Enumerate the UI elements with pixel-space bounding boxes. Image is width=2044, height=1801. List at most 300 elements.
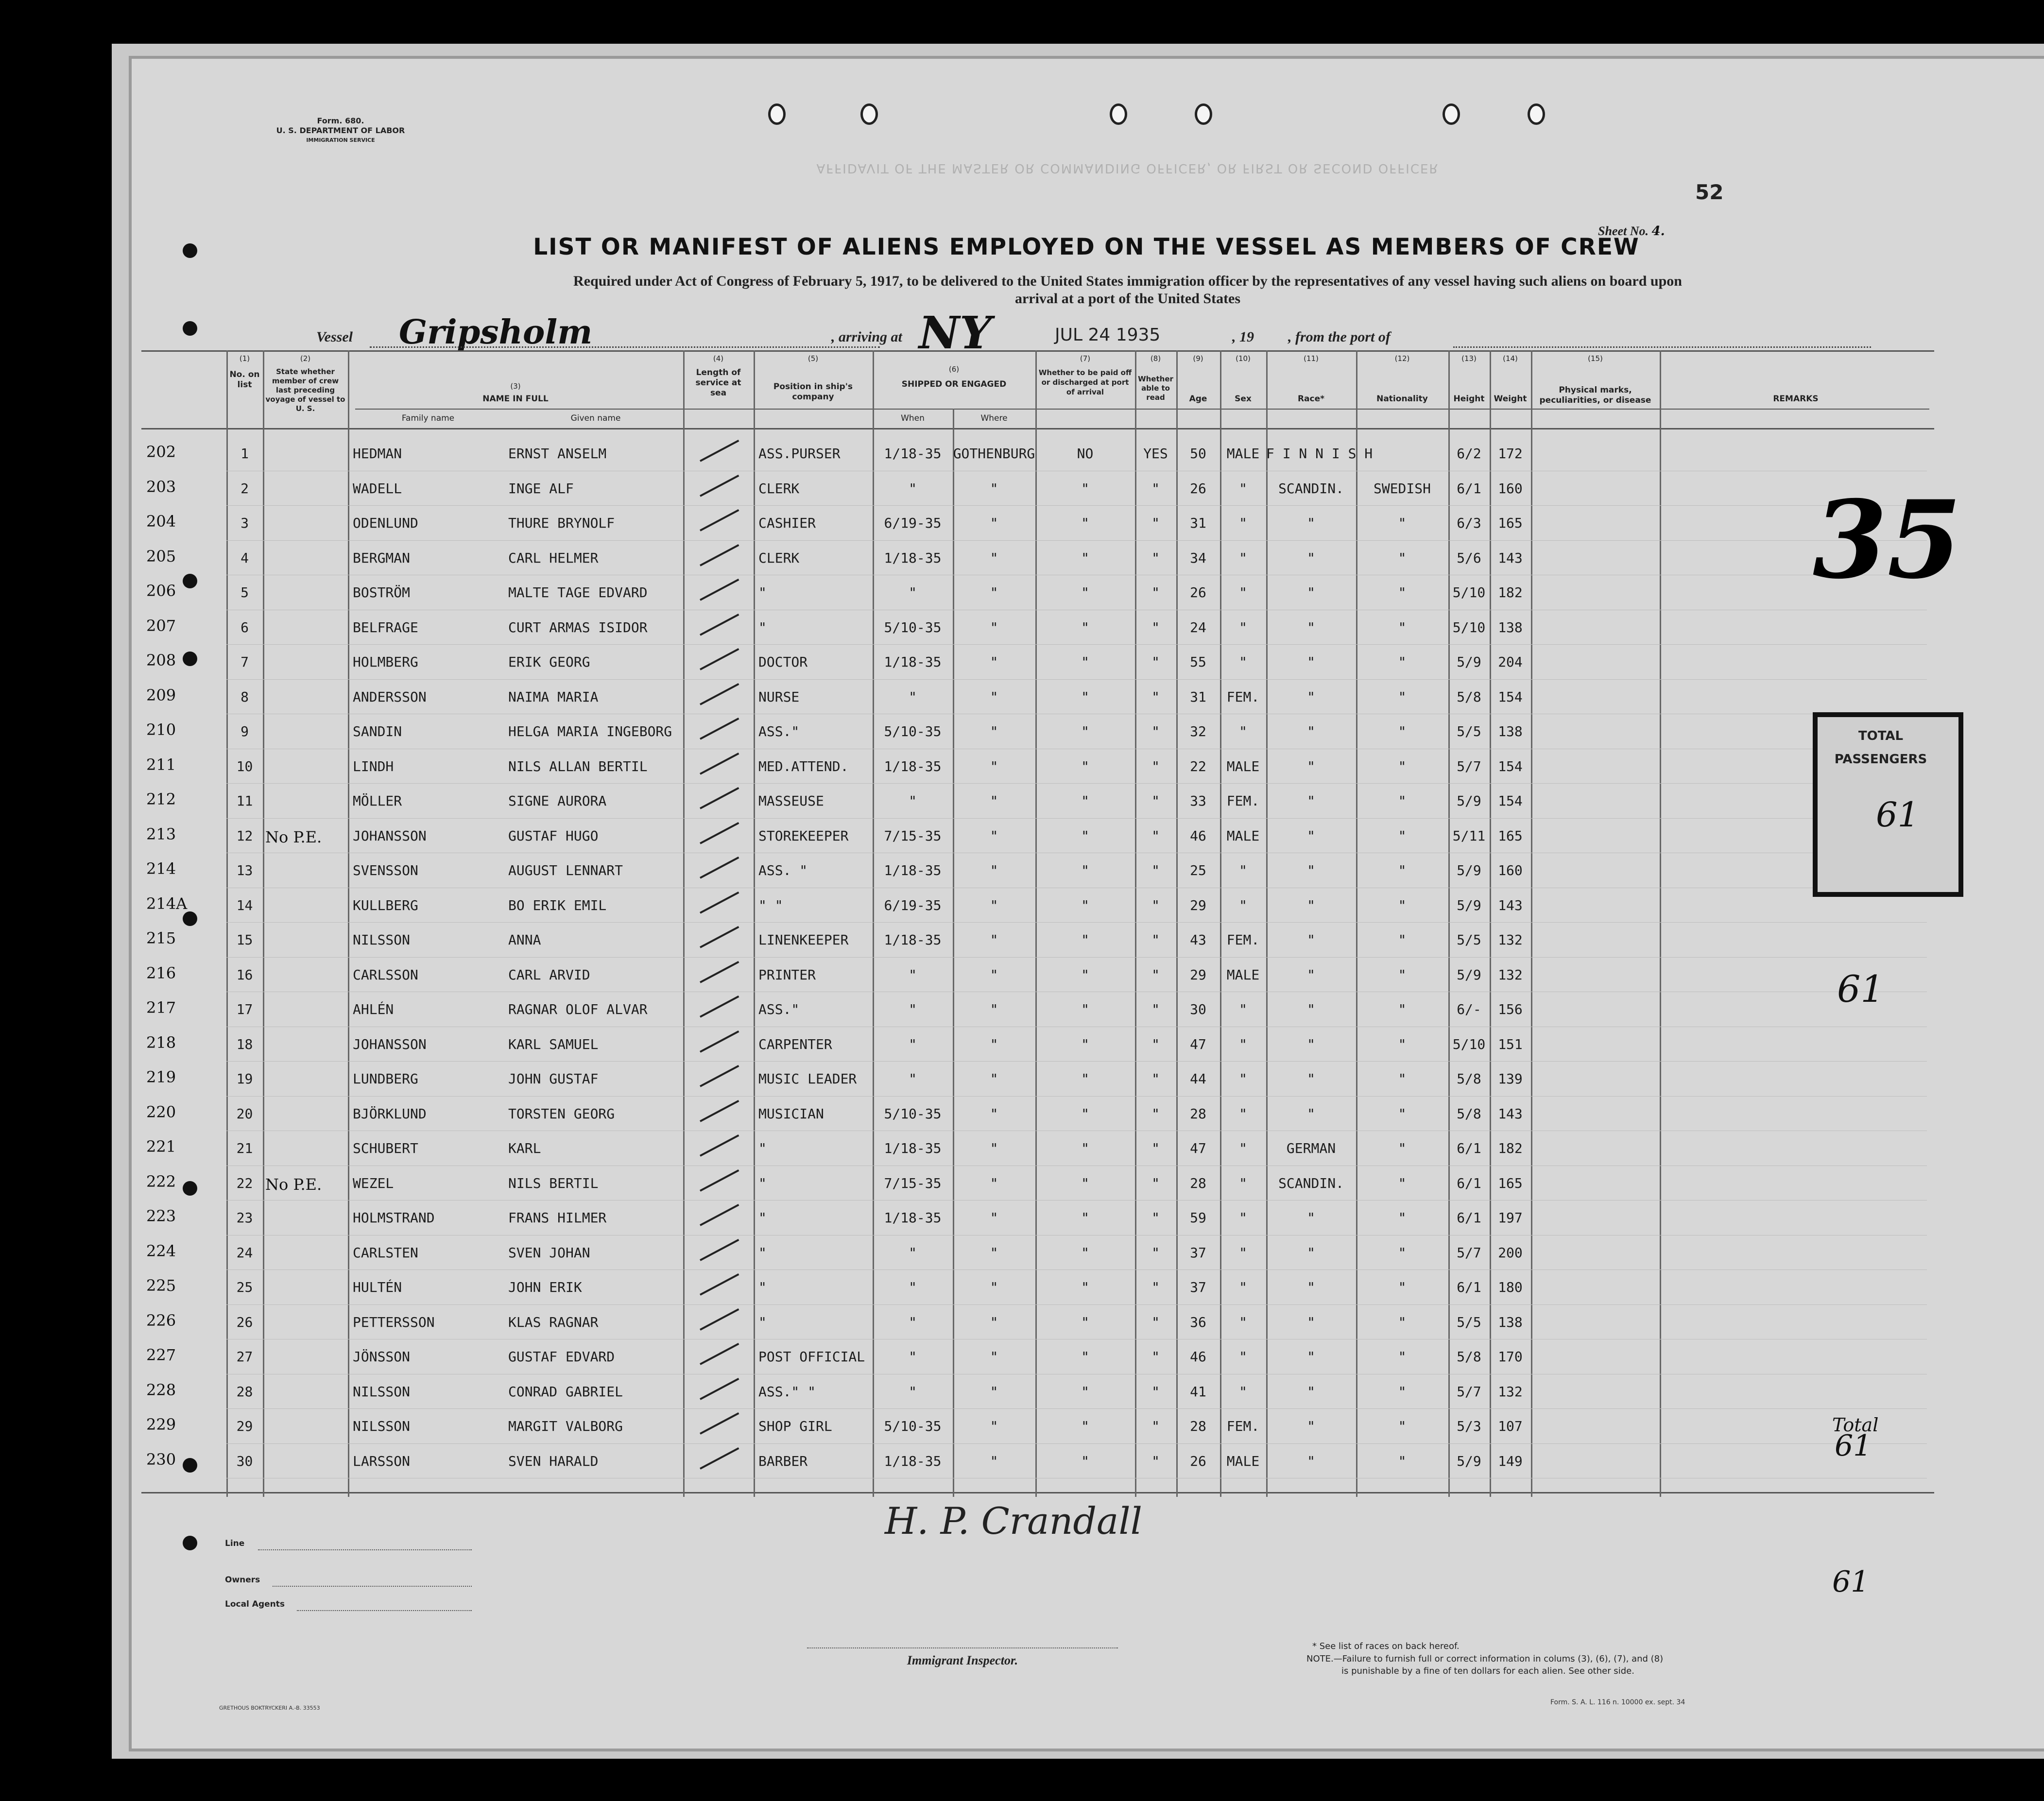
total-label: TOTAL: [1858, 729, 1904, 743]
cell-given-name: BO ERIK EMIL: [508, 897, 607, 913]
cell-shipped-when: 1/18-35: [884, 1453, 942, 1469]
cell-height: 6/-: [1457, 1001, 1481, 1017]
cell-able-to-read: ": [1151, 1071, 1160, 1087]
cell-family-name: LARSSON: [353, 1453, 411, 1469]
cell-shipped-where: ": [990, 1244, 998, 1261]
from-port-label: , from the port of: [1288, 329, 1391, 345]
cell-family-name: NILSSON: [353, 1418, 411, 1434]
cell-height: 5/6: [1457, 549, 1481, 566]
cell-margin-number: 225: [146, 1276, 176, 1295]
cell-shipped-where: ": [990, 654, 998, 670]
cell-shipped-where: ": [990, 1071, 998, 1087]
check-mark-icon: [700, 1169, 739, 1191]
cell-age: 25: [1190, 862, 1206, 878]
cell-given-name: CARL ARVID: [508, 966, 590, 983]
cell-paid-off: ": [1081, 1071, 1089, 1087]
cell-sex: FEM.: [1226, 793, 1260, 809]
check-mark-icon: [700, 1204, 739, 1226]
cell-weight: 143: [1498, 897, 1523, 913]
cell-margin-number: 223: [146, 1207, 176, 1225]
col12-head: Nationality: [1376, 394, 1428, 404]
check-mark-icon: [700, 1099, 739, 1122]
cell-shipped-when: ": [909, 966, 917, 983]
cell-margin-number: 207: [146, 616, 176, 635]
cell-height: 5/8: [1457, 1071, 1481, 1087]
table-row: [132, 1445, 1929, 1480]
col8-head: Whether able to read: [1138, 375, 1173, 402]
col11-head: Race*: [1297, 394, 1325, 404]
col16-head: REMARKS: [1773, 394, 1819, 404]
cell-nationality: ": [1398, 1383, 1407, 1400]
cell-able-to-read: ": [1151, 688, 1160, 705]
col1-num: (1): [239, 354, 250, 363]
col13-head: Height: [1453, 394, 1485, 404]
cell-shipped-where: ": [990, 1383, 998, 1400]
line-rule: [258, 1549, 472, 1550]
cell-sex: MALE: [1226, 758, 1260, 774]
cell-shipped-when: 5/10-35: [884, 619, 942, 635]
cell-able-to-read: ": [1151, 932, 1160, 948]
check-mark-icon: [700, 995, 739, 1018]
cell-given-name: ANNA: [508, 932, 541, 948]
sheet-label: Sheet No.: [1598, 224, 1649, 238]
cell-position: MED.ATTEND.: [758, 758, 849, 774]
inspector-signature: H. P. Crandall: [885, 1499, 1142, 1543]
col7-head: Whether to be paid off or discharged at port of arrival: [1038, 368, 1132, 396]
cell-nationality: ": [1398, 932, 1407, 948]
page-number: 52: [1695, 180, 1724, 204]
cell-nationality: ": [1398, 654, 1407, 670]
cell-sex: ": [1239, 619, 1247, 635]
cell-age: 26: [1190, 480, 1206, 497]
cell-race: ": [1307, 1383, 1315, 1400]
row-rule: [226, 1096, 1927, 1097]
table-row: [132, 1098, 1929, 1133]
cell-family-name: HEDMAN: [353, 446, 402, 462]
cell-paid-off: ": [1081, 932, 1089, 948]
cell-position: ASS.PURSER: [758, 446, 841, 462]
cell-race: ": [1307, 1279, 1315, 1295]
cell-nationality: ": [1398, 1453, 1407, 1469]
cell-sex: MALE: [1226, 1453, 1260, 1469]
cell-weight: 160: [1498, 480, 1523, 497]
cell-able-to-read: ": [1151, 1418, 1160, 1434]
cell-able-to-read: ": [1151, 1314, 1160, 1330]
cell-shipped-when: 7/15-35: [884, 827, 942, 844]
cell-age: 34: [1190, 549, 1206, 566]
cell-list-number: 9: [240, 723, 249, 739]
cell-list-number: 25: [236, 1279, 253, 1295]
cell-age: 41: [1190, 1383, 1206, 1400]
col5-num: (5): [807, 354, 819, 363]
cell-paid-off: ": [1081, 1001, 1089, 1017]
cell-race: ": [1307, 515, 1315, 531]
cell-margin-number: 222: [146, 1172, 176, 1191]
col13-num: (13): [1461, 354, 1477, 363]
check-mark-icon: [700, 926, 739, 948]
cell-given-name: GUSTAF EDVARD: [508, 1349, 615, 1365]
col3a-head: Family name: [401, 413, 455, 423]
cell-race: ": [1307, 1314, 1315, 1330]
cell-height: 6/1: [1457, 1279, 1481, 1295]
col14-head: Weight: [1494, 394, 1527, 404]
table-row: [132, 959, 1929, 994]
passengers-label: PASSENGERS: [1834, 752, 1927, 767]
cell-given-name: NILS BERTIL: [508, 1175, 599, 1191]
cell-sex: FEM.: [1226, 1418, 1260, 1434]
col11-num: (11): [1304, 354, 1319, 363]
cell-shipped-where: ": [990, 862, 998, 878]
check-mark-icon: [700, 1343, 739, 1365]
cell-race: ": [1307, 897, 1315, 913]
cell-nationality: ": [1398, 1244, 1407, 1261]
cell-race: ": [1307, 619, 1315, 635]
cell-given-name: MARGIT VALBORG: [508, 1418, 623, 1434]
cell-sex: ": [1239, 862, 1247, 878]
cell-given-name: GUSTAF HUGO: [508, 827, 599, 844]
cell-sex: ": [1239, 1105, 1247, 1122]
cell-able-to-read: ": [1151, 1244, 1160, 1261]
cell-position: " ": [758, 897, 783, 913]
cell-race: ": [1307, 688, 1315, 705]
cell-height: 5/5: [1457, 723, 1481, 739]
cell-shipped-where: ": [990, 723, 998, 739]
cell-sex: FEM.: [1226, 688, 1260, 705]
col1-head: No. on list: [229, 370, 260, 390]
row-rule: [226, 1269, 1927, 1270]
cell-able-to-read: ": [1151, 793, 1160, 809]
cell-weight: 154: [1498, 793, 1523, 809]
cell-paid-off: ": [1081, 862, 1089, 878]
cell-sex: MALE: [1226, 446, 1260, 462]
table-row: [132, 507, 1929, 542]
cell-family-name: WADELL: [353, 480, 402, 497]
cell-position: NURSE: [758, 688, 800, 705]
cell-age: 47: [1190, 1140, 1206, 1156]
cell-age: 46: [1190, 1349, 1206, 1365]
cell-position: ": [758, 584, 767, 600]
side-total-1: 61: [1837, 967, 1884, 1011]
cell-sex: ": [1239, 549, 1247, 566]
cell-paid-off: NO: [1077, 446, 1094, 462]
row-rule: [226, 1443, 1927, 1444]
cell-able-to-read: ": [1151, 1175, 1160, 1191]
cell-paid-off: ": [1081, 1383, 1089, 1400]
department-name: U. S. DEPARTMENT OF LABOR: [276, 126, 405, 135]
table-row: [132, 716, 1929, 751]
cell-nationality: ": [1398, 1349, 1407, 1365]
table-row: [132, 1202, 1929, 1237]
cell-age: 47: [1190, 1036, 1206, 1052]
cell-given-name: RAGNAR OLOF ALVAR: [508, 1001, 648, 1017]
col2-num: (2): [300, 354, 311, 363]
check-mark-icon: [700, 961, 739, 983]
cell-margin-number: 226: [146, 1311, 176, 1330]
note-line-2: is punishable by a fine of ten dollars for each alien. See other side.: [1341, 1666, 1634, 1676]
cell-given-name: MALTE TAGE EDVARD: [508, 584, 648, 600]
manifest-page: [129, 56, 2044, 1751]
cell-margin-number: 220: [146, 1102, 176, 1121]
cell-shipped-when: ": [909, 1036, 917, 1052]
cell-nationality: ": [1398, 1001, 1407, 1017]
cell-margin-number: 230: [146, 1450, 176, 1469]
cell-margin-number: 211: [146, 755, 176, 774]
cell-margin-number: 215: [146, 929, 176, 947]
cell-sex: MALE: [1226, 966, 1260, 983]
cell-sex: ": [1239, 897, 1247, 913]
cell-age: 31: [1190, 515, 1206, 531]
cell-age: 29: [1190, 966, 1206, 983]
cell-shipped-where: ": [990, 1036, 998, 1052]
cell-shipped-where: ": [990, 1453, 998, 1469]
cell-height: 6/2: [1457, 446, 1481, 462]
cell-paid-off: ": [1081, 619, 1089, 635]
cell-age: 43: [1190, 932, 1206, 948]
cell-race: ": [1307, 1105, 1315, 1122]
table-row: [132, 646, 1929, 681]
cell-race: ": [1307, 862, 1315, 878]
col3b-head: Given name: [570, 413, 621, 423]
cell-sex: ": [1239, 1349, 1247, 1365]
cell-family-name: LINDH: [353, 758, 394, 774]
cell-position: PRINTER: [758, 966, 816, 983]
cell-paid-off: ": [1081, 897, 1089, 913]
cell-height: 5/9: [1457, 1453, 1481, 1469]
table-row: [132, 681, 1929, 716]
cell-age: 46: [1190, 827, 1206, 844]
total-label-2: Total: [1832, 1414, 1879, 1436]
cell-able-to-read: ": [1151, 1383, 1160, 1400]
cell-family-name: JOHANSSON: [353, 827, 427, 844]
cell-nationality: ": [1398, 1314, 1407, 1330]
cell-age: 37: [1190, 1244, 1206, 1261]
cell-shipped-when: 5/10-35: [884, 1105, 942, 1122]
cell-list-number: 27: [236, 1349, 253, 1365]
vessel-label: Vessel: [316, 329, 353, 345]
table-row: [132, 785, 1929, 820]
cell-family-name: BOSTRÖM: [353, 584, 411, 600]
col6a-head: When: [901, 413, 925, 423]
cell-race: GERMAN: [1286, 1140, 1336, 1156]
cell-weight: 197: [1498, 1210, 1523, 1226]
table-row: [132, 855, 1929, 890]
cell-shipped-when: 1/18-35: [884, 1210, 942, 1226]
cell-able-to-read: ": [1151, 515, 1160, 531]
cell-shipped-where: ": [990, 1001, 998, 1017]
cell-list-number: 20: [236, 1105, 253, 1122]
cell-shipped-when: ": [909, 1071, 917, 1087]
total-value-2: 61: [1835, 1429, 1872, 1463]
table-row: [132, 1341, 1929, 1376]
cell-sex: ": [1239, 1383, 1247, 1400]
cell-able-to-read: ": [1151, 1210, 1160, 1226]
cell-able-to-read: ": [1151, 966, 1160, 983]
cell-height: 5/9: [1457, 897, 1481, 913]
cell-margin-number: 212: [146, 790, 176, 808]
cell-margin-number: 203: [146, 477, 176, 496]
cell-weight: 165: [1498, 515, 1523, 531]
cell-family-name: KULLBERG: [353, 897, 418, 913]
check-mark-icon: [700, 648, 739, 670]
cell-shipped-where: ": [990, 549, 998, 566]
cell-given-name: THURE BRYNOLF: [508, 515, 615, 531]
cell-able-to-read: ": [1151, 1001, 1160, 1017]
cell-race: SCANDIN.: [1278, 1175, 1344, 1191]
cell-position: CLERK: [758, 480, 800, 497]
cell-margin-number: 228: [146, 1380, 176, 1399]
cell-margin-number: 205: [146, 547, 176, 566]
cell-list-number: 21: [236, 1140, 253, 1156]
cell-height: 5/8: [1457, 1349, 1481, 1365]
cell-list-number: 1: [240, 446, 249, 462]
owners-rule: [273, 1586, 472, 1587]
cell-margin-number: 227: [146, 1346, 176, 1364]
cell-weight: 138: [1498, 1314, 1523, 1330]
cell-height: 5/9: [1457, 966, 1481, 983]
table-row: [132, 1029, 1929, 1063]
cell-paid-off: ": [1081, 1105, 1089, 1122]
cell-given-name: KLAS RAGNAR: [508, 1314, 599, 1330]
cell-list-number: 10: [236, 758, 253, 774]
cell-sex: ": [1239, 480, 1247, 497]
cell-nationality: ": [1398, 1036, 1407, 1052]
cell-height: 6/1: [1457, 1175, 1481, 1191]
table-row: [132, 1410, 1929, 1445]
cell-sex: ": [1239, 1036, 1247, 1052]
cell-position: MUSICIAN: [758, 1105, 824, 1122]
cell-shipped-when: ": [909, 1279, 917, 1295]
cell-height: 5/10: [1452, 584, 1486, 600]
check-mark-icon: [700, 579, 739, 601]
col15-num: (15): [1588, 354, 1603, 363]
cell-paid-off: ": [1081, 1175, 1089, 1191]
cell-paid-off: ": [1081, 1279, 1089, 1295]
cell-nationality: ": [1398, 793, 1407, 809]
table-row: [132, 890, 1929, 925]
cell-position: MUSIC LEADER: [758, 1071, 857, 1087]
cell-age: 37: [1190, 1279, 1206, 1295]
cell-shipped-when: 1/18-35: [884, 758, 942, 774]
cell-shipped-where: ": [990, 515, 998, 531]
cell-position: ASS.": [758, 723, 800, 739]
cell-able-to-read: ": [1151, 619, 1160, 635]
cell-given-name: JOHN GUSTAF: [508, 1071, 599, 1087]
cell-sex: ": [1239, 1210, 1247, 1226]
row-rule: [226, 644, 1927, 645]
cell-nationality: SWEDISH: [1373, 480, 1431, 497]
check-mark-icon: [700, 544, 739, 566]
cell-shipped-where: ": [990, 966, 998, 983]
cell-sex: MALE: [1226, 827, 1260, 844]
cell-weight: 182: [1498, 584, 1523, 600]
cell-given-name: NAIMA MARIA: [508, 688, 599, 705]
cell-nationality: ": [1398, 897, 1407, 913]
note-line-1: NOTE.—Failure to furnish full or correct information in colums (3), (6), (7), and (8): [1306, 1654, 1664, 1664]
cell-able-to-read: YES: [1143, 446, 1168, 462]
table-row: [132, 1271, 1929, 1306]
col6b-head: Where: [980, 413, 1008, 423]
cell-sex: ": [1239, 654, 1247, 670]
year-label: , 19: [1232, 329, 1254, 345]
cell-age: 32: [1190, 723, 1206, 739]
table-row: [132, 473, 1929, 508]
cell-height: 5/8: [1457, 688, 1481, 705]
cell-weight: 143: [1498, 549, 1523, 566]
cell-weight: 165: [1498, 1175, 1523, 1191]
cell-paid-off: ": [1081, 1453, 1089, 1469]
cell-previous-voyage: No P.E.: [265, 827, 322, 846]
cell-paid-off: ": [1081, 1140, 1089, 1156]
col4-num: (4): [713, 354, 724, 363]
cell-position: SHOP GIRL: [758, 1418, 832, 1434]
cell-race: ": [1307, 1210, 1315, 1226]
cell-able-to-read: ": [1151, 654, 1160, 670]
cell-given-name: CARL HELMER: [508, 549, 599, 566]
check-mark-icon: [700, 891, 739, 913]
cell-height: 5/7: [1457, 1244, 1481, 1261]
row-rule: [226, 1304, 1927, 1305]
cell-race: ": [1307, 1349, 1315, 1365]
check-mark-icon: [700, 1377, 739, 1400]
cell-weight: 151: [1498, 1036, 1523, 1052]
cell-shipped-when: ": [909, 1349, 917, 1365]
cell-shipped-when: 1/18-35: [884, 932, 942, 948]
cell-height: 5/7: [1457, 1383, 1481, 1400]
cell-shipped-where: ": [990, 1279, 998, 1295]
cell-height: 6/1: [1457, 480, 1481, 497]
cell-list-number: 4: [240, 549, 249, 566]
cell-height: 5/3: [1457, 1418, 1481, 1434]
cell-shipped-where: ": [990, 827, 998, 844]
cell-shipped-where: ": [990, 1210, 998, 1226]
cell-sex: FEM.: [1226, 932, 1260, 948]
cell-shipped-when: 1/18-35: [884, 862, 942, 878]
cell-given-name: FRANS HILMER: [508, 1210, 607, 1226]
col6-num: (6): [948, 365, 960, 374]
cell-weight: 160: [1498, 862, 1523, 878]
cell-shipped-when: ": [909, 1314, 917, 1330]
cell-height: 6/1: [1457, 1140, 1481, 1156]
cell-age: 28: [1190, 1105, 1206, 1122]
cell-age: 31: [1190, 688, 1206, 705]
cell-family-name: LUNDBERG: [353, 1071, 418, 1087]
cell-position: CASHIER: [758, 515, 816, 531]
cell-age: 29: [1190, 897, 1206, 913]
subtitle-line-2: arrival at a port of the United States: [1014, 291, 1241, 307]
cell-list-number: 18: [236, 1036, 253, 1052]
cell-weight: 132: [1498, 932, 1523, 948]
cell-race: ": [1307, 793, 1315, 809]
cell-race: ": [1307, 1453, 1315, 1469]
immigrant-inspector-label: Immigrant Inspector.: [907, 1653, 1018, 1667]
cell-margin-number: 202: [146, 443, 176, 461]
cell-position: STOREKEEPER: [758, 827, 849, 844]
row-rule: [226, 679, 1927, 680]
table-row: [132, 577, 1929, 612]
cell-margin-number: 216: [146, 963, 176, 982]
cell-position: ": [758, 1175, 767, 1191]
cell-given-name: NILS ALLAN BERTIL: [508, 758, 648, 774]
cell-margin-number: 224: [146, 1241, 176, 1260]
cell-paid-off: ": [1081, 1244, 1089, 1261]
table-row: [132, 542, 1929, 577]
check-mark-icon: [700, 1412, 739, 1435]
subtitle-line-1: Required under Act of Congress of February 5, 1917, to be delivered to the United States immigration officer by the representatives of any vessel having such aliens on board upon: [573, 273, 1682, 289]
cell-list-number: 13: [236, 862, 253, 878]
check-mark-icon: [700, 1030, 739, 1052]
cell-shipped-when: 1/18-35: [884, 1140, 942, 1156]
cell-race: ": [1307, 1036, 1315, 1052]
